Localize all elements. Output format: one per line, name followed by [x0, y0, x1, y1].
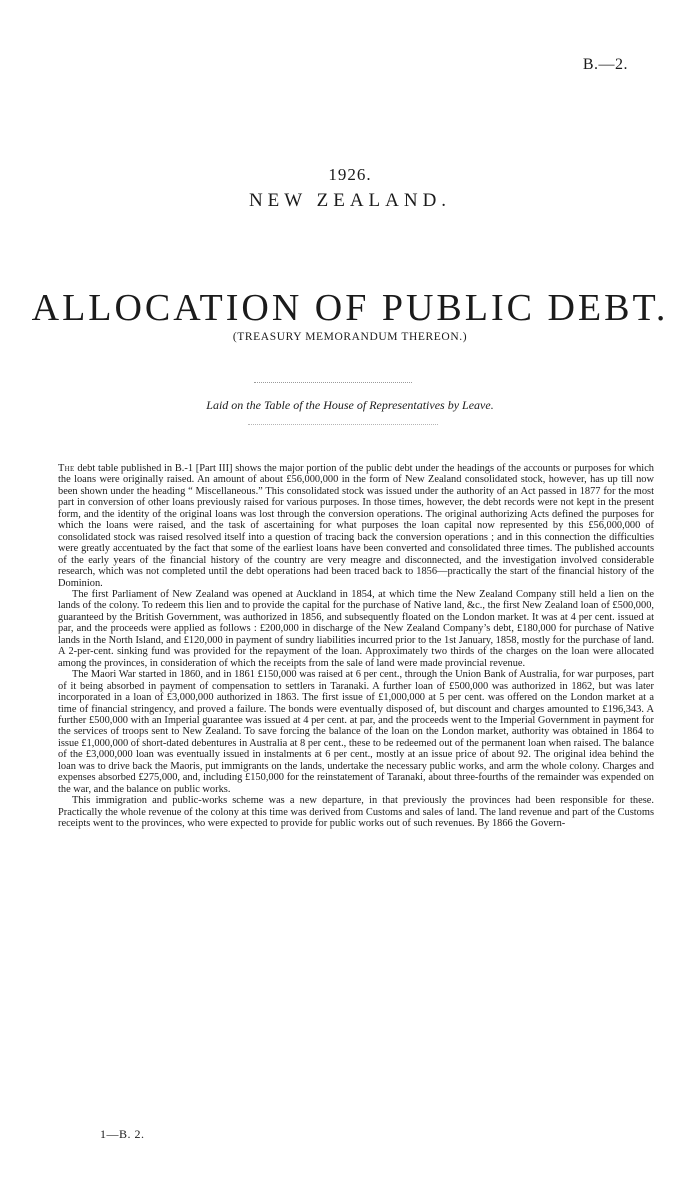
- document-title: ALLOCATION OF PUBLIC DEBT.: [31, 287, 669, 329]
- divider-rule-top: [254, 382, 412, 383]
- body-paragraph: The Maori War started in 1860, and in 1861 £150,000 was raised at 6 per cent., through the Union Bank of Australia, for war purposes, part of it being absorbed in payment of compensation to settlers in Taranaki. A further loan of £500,000 was authorized in 1862, but was later incorporated in a loan of £3,000,000 authorized in 1863. The first issue of £1,000,000 at 5 per cent. was offered on the London market at a time of financial stringency, and proved a failure. The bonds were eventually disposed of, but discount and charges amounted to £196,343. A further £500,000 with an Imperial guarantee was issued at 4 per cent. at par, and the proceeds went to the Imperial Government in payment for the services of troops sent to New Zealand. To save forcing the balance of the loan on the London market, authority was obtained in 1864 to issue £1,000,000 of short-dated debentures in Australia at 8 per cent., these to be redeemed out of the permanent loan when raised. The balance of the £3,000,000 loan was eventually issued in instalments at 6 per cent., mostly at an issue price of about 92. The original idea behind the loan was to drive back the Maoris, put immigrants on the lands, undertake the necessary public works, and arm the whole colony. Charges and expenses absorbed £275,000, and, including £150,000 for the reinstatement of Taranaki, about three-fourths of the remainder was expended on the war, and the balance on public works.: [58, 669, 654, 795]
- document-subtitle: (TREASURY MEMORANDUM THEREON.): [232, 331, 468, 343]
- document-country: NEW ZEALAND.: [248, 190, 452, 211]
- laid-on-table-notice: Laid on the Table of the House of Representatives by Leave.: [206, 398, 494, 412]
- paper-reference: B.—2.: [582, 56, 628, 73]
- body-paragraph: The first Parliament of New Zealand was opened at Auckland in 1854, at which time the New Zealand Company still held a lien on the lands of the colony. To redeem this lien and to provide the capital for the purchase of Native land, &c., the first New Zealand loan of £500,000, guaranteed by the British Government, was authorized in 1856, and subsequently floated on the London market. It was at 4 per cent. issued at par, and the proceeds were applied as follows : £200,000 in discharge of the New Zealand Company’s debt, £180,000 for purchase of Native lands in the North Island, and £120,000 in payment of sundry liabilities incurred prior to the 1st January, 1858, mostly for the purchase of land. A 2-per-cent. sinking fund was provided for the repayment of the loan. Approximately two thirds of the charges on the loan were allocated among the provinces, in consideration of which the receipts from the sale of land were made provincial revenue.: [58, 588, 654, 669]
- printer-signature: 1—B. 2.: [100, 1127, 145, 1141]
- divider-rule-bottom: [248, 424, 438, 425]
- lead-word: The: [58, 463, 75, 474]
- paragraph-text: debt table published in B.-1 [Part III] shows the major portion of the public debt under the headings of the accounts or purposes for which the loans were originally raised. An amount of about £56,000,000 in the form of New Zealand consolidated stock, however, has up till now been shown under the heading “ Miscellaneous.” This consolidated stock was issued under the authority of an Act passed in 1877 for the most part in conversion of other loans previously raised for various purposes. In those times, however, the debt records were not kept in the present form, and the identity of the original loans was lost through the conversion operations. The original authorizing Acts defined the purposes for which the loans were raised, and the task of ascertaining for what purposes the loan capital now represented by this £56,000,000 of consolidated stock was raised resolved itself into a question of tracing back the conversion operations ; and in this connection the difficulties were greatly accentuated by the fact that some of the earliest loans have been converted and consolidated three times. The published accounts of the early years of the financial history of the country are very meagre and disconnected, and the investigation involved considerable research, which was not completed until the debt operations had been traced back to 1856—practically the start of the financial history of the Dominion.: [58, 463, 654, 589]
- document-year: 1926.: [328, 165, 372, 184]
- body-paragraph: [58, 463, 654, 589]
- body-paragraph: This immigration and public-works scheme was a new departure, in that previously the provinces had been responsible for these. Practically the whole revenue of the colony at this time was derived from Customs and sales of land. The land revenue and part of the Customs receipts went to the provinces, who were expected to provide for public works out of such revenues. By 1866 the Govern-: [58, 795, 654, 830]
- memorandum-body: [58, 463, 654, 830]
